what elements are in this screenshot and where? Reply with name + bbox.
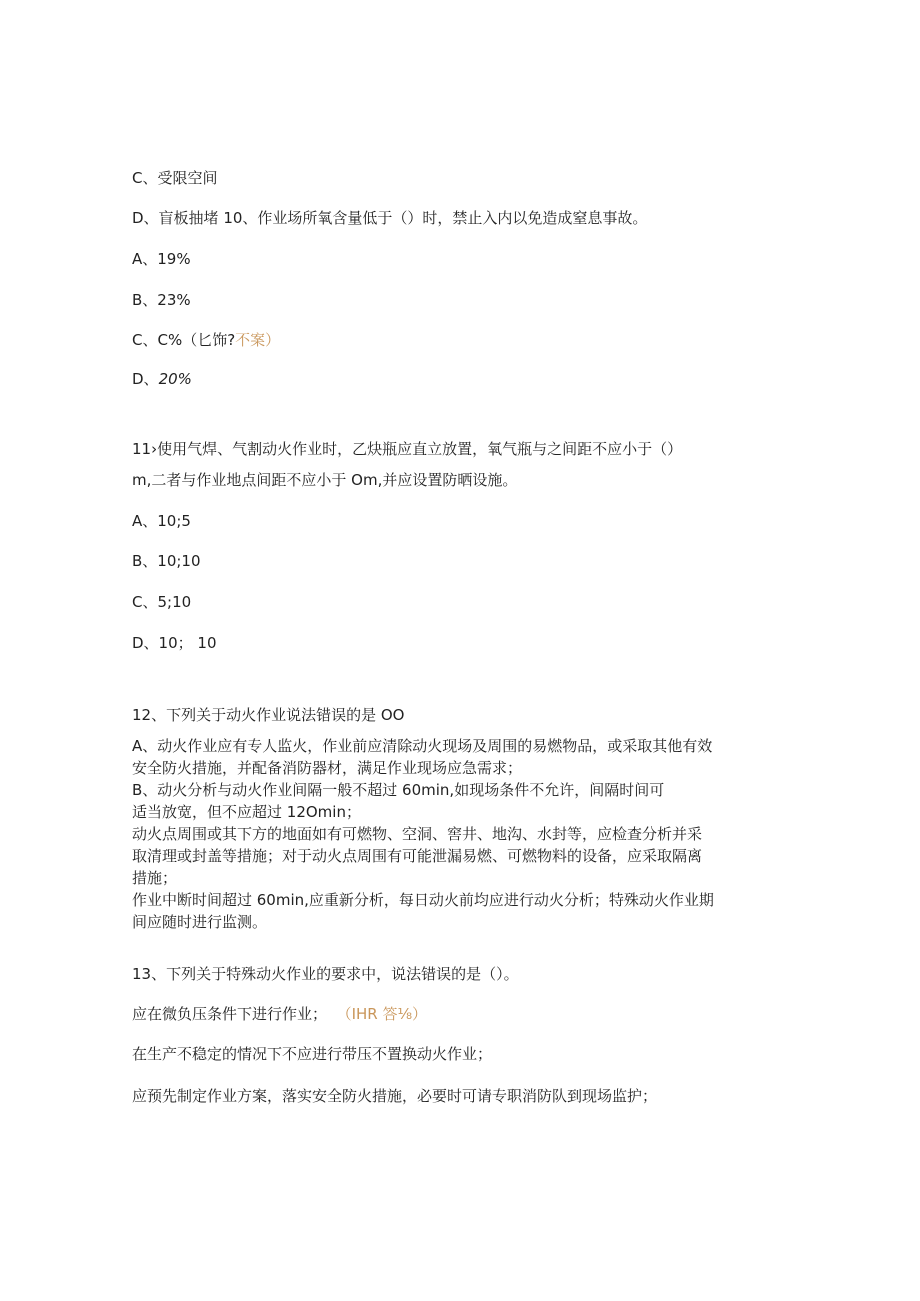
q13-stem: 13、下列关于特殊动火作业的要求中，说法错误的是（）。 <box>132 965 519 983</box>
q9-option-d-q10-stem: D、盲板抽堵 10、作业场所氧含量低于（）时，禁止入内以免造成窒息事故。 <box>132 209 648 227</box>
q10-option-c-text: C、C%（匕饰? <box>132 331 236 349</box>
q11-option-c: C、5;10 <box>132 593 192 611</box>
q11-option-d: D、10； 10 <box>132 634 217 652</box>
q12-option-d-line1: 作业中断时间超过 60min,应重新分析，每日动火前均应进行动火分析；特殊动火作业期 <box>132 891 714 909</box>
q12-option-d-line2: 间应随时进行监测。 <box>132 913 268 931</box>
q12-option-a-line2: 安全防火措施，并配备消防器材，满足作业现场应急需求； <box>132 759 523 777</box>
q12-option-c-line3: 措施； <box>132 869 178 887</box>
q10-answer-note: 不案） <box>235 331 281 349</box>
q13-option-a-text: 应在微负压条件下进行作业； <box>132 1005 328 1023</box>
q12-option-c-line2: 取清理或封盖等措施；对于动火点周围有可能泄漏易燃、可燃物料的设备，应采取隔离 <box>132 847 703 865</box>
q12-stem: 12、下列关于动火作业说法错误的是 OO <box>132 706 405 724</box>
q10-option-c <box>132 330 280 350</box>
q12-option-b-line2: 适当放宽，但不应超过 12Omin； <box>132 803 361 821</box>
q12-option-a-line1: A、动火作业应有专人监火，作业前应清除动火现场及周围的易燃物品，或采取其他有效 <box>132 737 713 755</box>
q9-option-c: C、受限空间 <box>132 169 218 187</box>
q10-option-a: A、19% <box>132 250 191 268</box>
q13-option-c: 应预先制定作业方案，落实安全防火措施，必要时可请专职消防队到现场监护； <box>132 1087 658 1105</box>
q11-option-a: A、10;5 <box>132 512 191 530</box>
q10-option-d-value: 20% <box>158 370 192 388</box>
q13-option-b: 在生产不稳定的情况下不应进行带压不置换动火作业； <box>132 1045 493 1063</box>
q12-option-b-line1: B、动火分析与动火作业间隔一般不超过 60min,如现场条件不允许，间隔时间可 <box>132 781 665 799</box>
q11-stem-line2: m,二者与作业地点间距不应小于 Om,并应设置防晒设施。 <box>132 471 518 489</box>
q11-option-b: B、10;10 <box>132 552 201 570</box>
q13-answer-note: （IHR 答⅛） <box>336 1005 427 1023</box>
q13-option-a <box>132 1004 427 1024</box>
q12-options <box>132 735 792 933</box>
q10-option-b: B、23% <box>132 291 191 309</box>
q10-option-d-prefix: D、 <box>132 370 159 388</box>
q11-stem-line1: 11›使用气焊、气割动火作业时，乙炔瓶应直立放置，氧气瓶与之间距不应小于（） <box>132 440 683 458</box>
q12-option-c-line1: 动火点周围或其下方的地面如有可燃物、空洞、窖井、地沟、水封等，应检查分析并采 <box>132 825 703 843</box>
q10-option-d <box>132 369 192 389</box>
